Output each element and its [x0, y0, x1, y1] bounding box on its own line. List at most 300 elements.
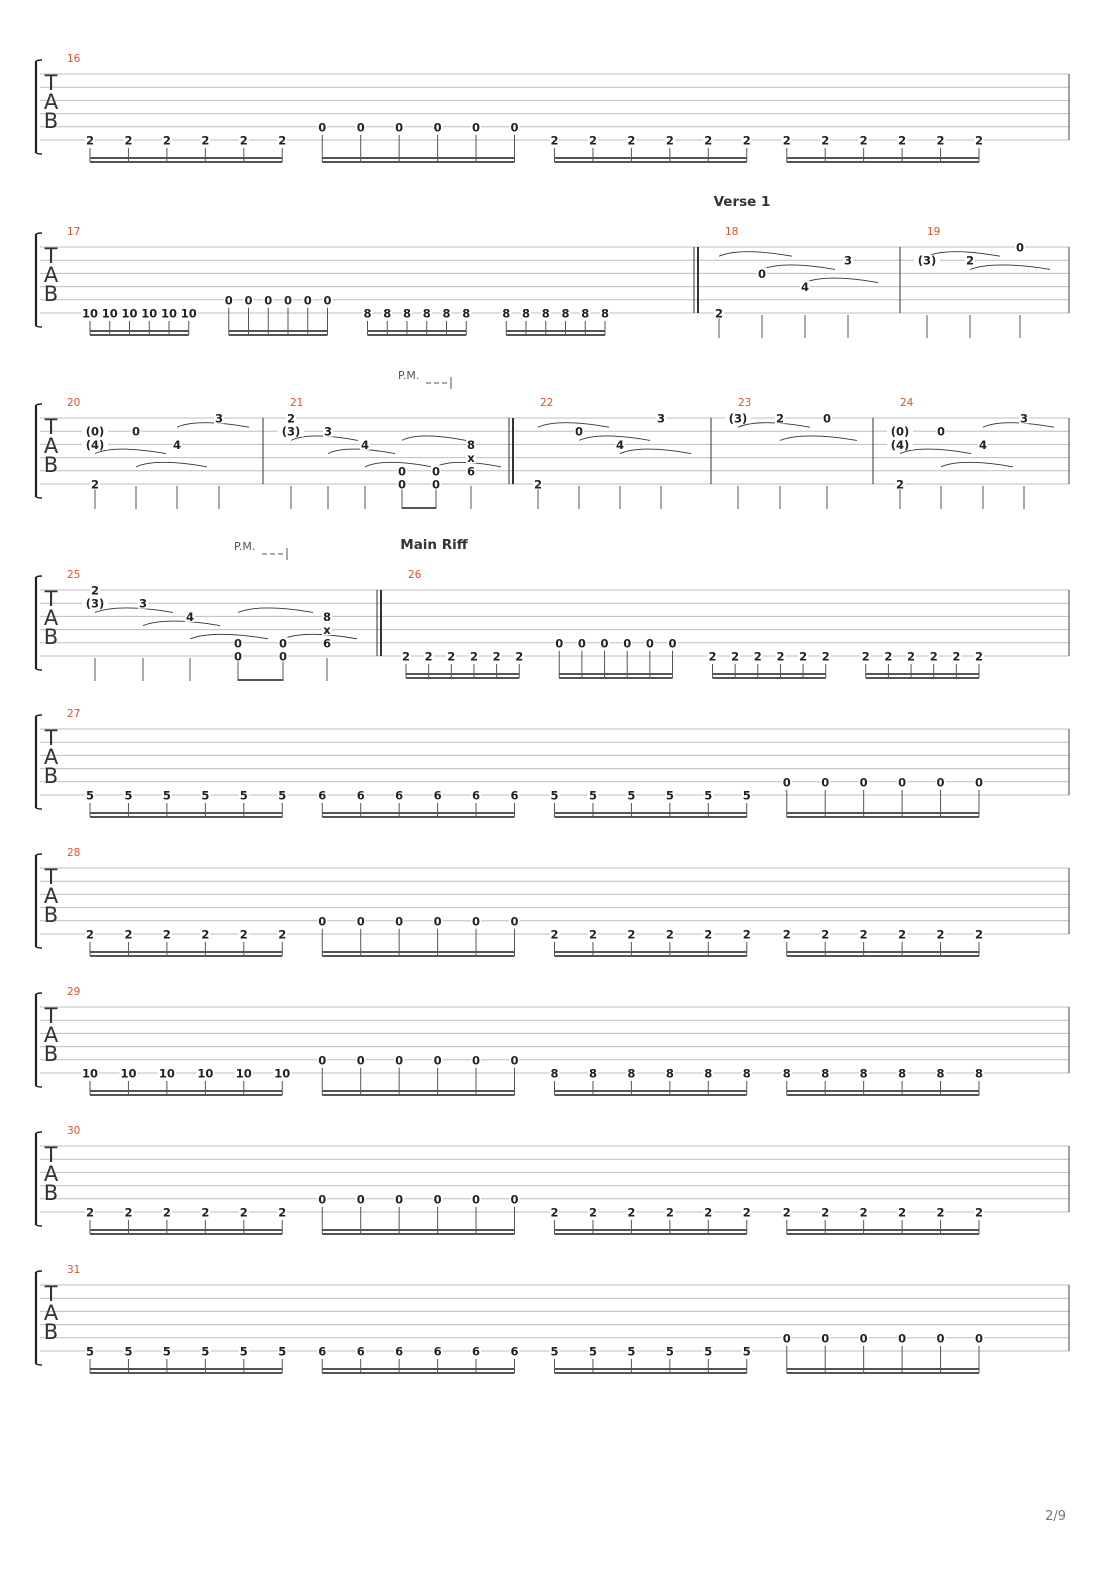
note-beam: [322, 1368, 514, 1370]
tab-clef-letter: T: [44, 1282, 58, 1306]
fret-number: 4: [615, 437, 625, 452]
fret-number: 0: [668, 636, 677, 651]
fret-number: 10: [274, 1066, 291, 1081]
fret-number: 2: [776, 649, 785, 664]
fret-number: 2: [929, 649, 938, 664]
note-beam: [506, 334, 605, 336]
note-beam: [787, 1233, 979, 1235]
note-beam: [787, 1372, 979, 1374]
measure-number: 28: [67, 847, 81, 859]
fret-number: (4): [890, 437, 910, 452]
fret-number: 2: [704, 927, 713, 942]
fret-number: 2: [859, 1205, 868, 1220]
tab-system: [36, 708, 1069, 818]
note-beam: [866, 677, 979, 679]
fret-number: 0: [395, 914, 404, 929]
fret-number: 2: [124, 1205, 133, 1220]
tab-clef-letter: B: [43, 1042, 59, 1066]
fret-number: 2: [936, 133, 945, 148]
note-beam: [555, 1094, 747, 1096]
fret-number: 5: [742, 1344, 751, 1359]
fret-number: 8: [974, 1066, 984, 1081]
fret-number: 2: [665, 1205, 674, 1220]
fret-number: 8: [541, 306, 550, 321]
tab-system: [36, 986, 1069, 1096]
fret-number: 0: [898, 1331, 907, 1346]
note-beam: [229, 330, 328, 332]
fret-number: 0: [510, 1192, 519, 1207]
tab-system: [36, 194, 1069, 338]
note-beam: [322, 816, 514, 818]
fret-number: 8: [383, 306, 392, 321]
fret-number: 2: [239, 133, 248, 148]
fret-number: 8: [627, 1066, 636, 1081]
fret-number: 0: [623, 636, 632, 651]
fret-number: 2: [492, 649, 501, 664]
fret-number: 2: [821, 133, 830, 148]
fret-number: 0: [303, 293, 312, 308]
fret-number: 2: [821, 649, 830, 664]
fret-number: 0: [356, 1053, 365, 1068]
tab-clef-letter: B: [43, 453, 59, 477]
fret-number: 5: [627, 788, 636, 803]
fret-number: 5: [588, 1344, 597, 1359]
fret-number: 10: [141, 306, 158, 321]
note-beam: [555, 1372, 747, 1374]
fret-number: 2: [799, 649, 808, 664]
fret-number: 6: [472, 788, 481, 803]
fret-number: 4: [185, 609, 195, 624]
note-beam: [555, 812, 747, 814]
fret-number: (3): [917, 253, 937, 268]
fret-number: 0: [131, 424, 141, 439]
note-beam: [787, 1090, 979, 1092]
fret-number: 2: [627, 133, 636, 148]
fret-number: 8: [550, 1066, 559, 1081]
fret-number: 2: [704, 133, 713, 148]
fret-number: 2: [742, 927, 751, 942]
fret-number: 8: [442, 306, 451, 321]
fret-number: 6: [356, 1344, 365, 1359]
fret-number: 4: [978, 437, 988, 452]
note-beam: [90, 1090, 282, 1092]
fret-number: 6: [318, 1344, 327, 1359]
tie-arc: [579, 436, 650, 441]
tab-system: [36, 847, 1069, 957]
fret-number: 6: [433, 1344, 442, 1359]
tie-arc: [983, 423, 1054, 428]
fret-number: 2: [861, 649, 870, 664]
fret-number: 2: [884, 649, 893, 664]
measure-number: 20: [67, 397, 81, 409]
tab-clef-letter: A: [43, 1162, 59, 1186]
fret-number: 2: [936, 927, 945, 942]
tab-clef-letter: A: [43, 263, 59, 287]
note-beam: [555, 1233, 747, 1235]
fret-number: 10: [120, 1066, 137, 1081]
fret-number: (3): [85, 596, 105, 611]
fret-number: 0: [318, 914, 327, 929]
fret-number: 2: [401, 649, 411, 664]
note-beam: [90, 951, 282, 953]
fret-number: 0: [472, 1053, 481, 1068]
note-beam: [555, 1229, 747, 1231]
fret-number: 0: [510, 914, 519, 929]
note-beam: [90, 1094, 282, 1096]
fret-number: 0: [472, 120, 481, 135]
tab-clef-letter: B: [43, 764, 59, 788]
tab-clef-letter: A: [43, 1023, 59, 1047]
note-beam: [559, 673, 672, 675]
fret-number: (3): [728, 411, 748, 426]
note-beam: [555, 157, 747, 159]
fret-number: 0: [233, 636, 243, 651]
fret-number: 0: [898, 775, 907, 790]
fret-number: 8: [561, 306, 570, 321]
fret-number: 8: [363, 306, 372, 321]
measure-number: 17: [67, 226, 81, 238]
fret-number: 8: [322, 609, 332, 624]
fret-number: 0: [936, 775, 945, 790]
fret-number: 3: [138, 596, 148, 611]
fret-number: 0: [397, 464, 407, 479]
tab-clef-letter: A: [43, 606, 59, 630]
measure-number: 22: [540, 397, 554, 409]
fret-number: 2: [731, 649, 740, 664]
fret-number: 0: [472, 1192, 481, 1207]
note-beam: [787, 812, 979, 814]
section-label: Verse 1: [713, 194, 771, 210]
fret-number: 10: [121, 306, 138, 321]
note-beam: [238, 679, 283, 681]
fret-number: 2: [627, 1205, 636, 1220]
fret-number: 2: [550, 927, 559, 942]
note-beam: [713, 673, 826, 675]
fret-number: 0: [356, 120, 365, 135]
note-beam: [506, 330, 605, 332]
fret-number: 8: [588, 1066, 597, 1081]
fret-number: 0: [510, 1053, 519, 1068]
tie-arc: [970, 265, 1050, 270]
note-beam: [90, 816, 282, 818]
measure-number: 31: [67, 1264, 81, 1276]
fret-number: 2: [85, 1205, 95, 1220]
note-beam: [90, 1233, 282, 1235]
fret-number: 8: [859, 1066, 868, 1081]
fret-number: 2: [124, 927, 133, 942]
note-beam: [90, 330, 189, 332]
fret-number: 6: [510, 1344, 519, 1359]
tab-clef-letter: A: [43, 434, 59, 458]
note-beam: [90, 812, 282, 814]
fret-number: 2: [201, 1205, 210, 1220]
fret-number: 0: [821, 1331, 830, 1346]
note-beam: [90, 1368, 282, 1370]
fret-number: 0: [974, 775, 984, 790]
fret-number: 5: [665, 788, 674, 803]
note-beam: [368, 330, 467, 332]
measure-number: 21: [290, 397, 304, 409]
fret-number: (4): [85, 437, 105, 452]
fret-number: x: [323, 623, 331, 638]
fret-number: 0: [395, 1053, 404, 1068]
fret-number: 2: [907, 649, 916, 664]
tab-clef-letter: B: [43, 282, 59, 306]
fret-number: 5: [704, 788, 713, 803]
note-beam: [787, 1368, 979, 1370]
tie-arc: [283, 634, 357, 639]
fret-number: 2: [665, 133, 674, 148]
tab-clef-letter: A: [43, 90, 59, 114]
fret-number: 8: [898, 1066, 907, 1081]
fret-number: 0: [318, 120, 327, 135]
fret-number: 0: [264, 293, 273, 308]
fret-number: 2: [588, 1205, 597, 1220]
tab-system: [36, 397, 1069, 509]
fret-number: 3: [323, 424, 333, 439]
fret-number: 0: [233, 649, 243, 664]
fret-number: 6: [318, 788, 327, 803]
fret-number: (0): [85, 424, 105, 439]
fret-number: 2: [782, 927, 791, 942]
fret-number: 2: [965, 253, 975, 268]
note-beam: [787, 955, 979, 957]
fret-number: 5: [704, 1344, 713, 1359]
note-beam: [322, 1233, 514, 1235]
fret-number: 2: [821, 1205, 830, 1220]
fret-number: 2: [665, 927, 674, 942]
note-beam: [406, 677, 519, 679]
tab-clef-letter: A: [43, 745, 59, 769]
fret-number: 5: [588, 788, 597, 803]
fret-number: 2: [85, 927, 95, 942]
note-beam: [90, 157, 282, 159]
fret-number: 0: [323, 293, 332, 308]
fret-number: 2: [895, 477, 905, 492]
fret-number: 2: [588, 133, 597, 148]
fret-number: 8: [742, 1066, 751, 1081]
tab-clef-letter: B: [43, 1181, 59, 1205]
measure-number: 30: [67, 1125, 81, 1137]
fret-number: 6: [433, 788, 442, 803]
tab-clef-letter: T: [44, 415, 58, 439]
fret-number: 0: [278, 649, 288, 664]
fret-number: 0: [577, 636, 586, 651]
fret-number: 2: [782, 1205, 791, 1220]
fret-number: 10: [160, 306, 178, 321]
tie-arc: [620, 449, 691, 454]
fret-number: 2: [742, 1205, 751, 1220]
tab-system: [36, 1264, 1069, 1374]
fret-number: 5: [124, 1344, 133, 1359]
fret-number: x: [467, 451, 475, 466]
fret-number: 8: [821, 1066, 830, 1081]
tab-clef-letter: T: [44, 71, 58, 95]
note-beam: [368, 334, 467, 336]
fret-number: 2: [162, 927, 171, 942]
fret-number: 10: [158, 1066, 175, 1081]
fret-number: 3: [1019, 411, 1029, 426]
fret-number: 10: [81, 1066, 99, 1081]
fret-number: 5: [239, 788, 248, 803]
measure-number: 29: [67, 986, 81, 998]
note-beam: [787, 161, 979, 163]
note-beam: [229, 334, 328, 336]
fret-number: 0: [600, 636, 609, 651]
tie-arc: [238, 608, 313, 613]
fret-number: 5: [665, 1344, 674, 1359]
fret-number: 2: [424, 649, 433, 664]
fret-number: 2: [742, 133, 751, 148]
tie-arc: [538, 423, 609, 428]
fret-number: 3: [214, 411, 224, 426]
fret-number: 5: [550, 1344, 559, 1359]
tab-clef-letter: A: [43, 1301, 59, 1325]
fret-number: 0: [936, 424, 946, 439]
fret-number: 5: [627, 1344, 636, 1359]
fret-number: 2: [162, 133, 171, 148]
fret-number: 4: [172, 437, 182, 452]
note-beam: [555, 816, 747, 818]
fret-number: 0: [757, 266, 767, 281]
fret-number: 0: [283, 293, 293, 308]
fret-number: 5: [85, 1344, 95, 1359]
note-beam: [322, 157, 514, 159]
tie-arc: [762, 265, 835, 270]
fret-number: 3: [656, 411, 666, 426]
fret-number: 2: [90, 583, 100, 598]
fret-number: 0: [1015, 240, 1025, 255]
tab-clef-letter: T: [44, 587, 58, 611]
tie-arc: [136, 462, 207, 467]
tie-arc: [719, 252, 792, 257]
fret-number: 5: [278, 1344, 287, 1359]
fret-number: 5: [742, 788, 751, 803]
measure-number: 24: [900, 397, 914, 409]
fret-number: 8: [502, 306, 511, 321]
measure-number: 23: [738, 397, 752, 409]
fret-number: 6: [356, 788, 365, 803]
note-beam: [555, 161, 747, 163]
fret-number: 2: [936, 1205, 945, 1220]
fret-number: 8: [402, 306, 412, 321]
fret-number: 0: [782, 1331, 791, 1346]
fret-number: 0: [936, 1331, 945, 1346]
fret-number: 2: [515, 649, 524, 664]
fret-number: 2: [708, 649, 717, 664]
fret-number: 0: [356, 914, 365, 929]
palm-mute-label: P.M.: [398, 369, 420, 382]
fret-number: 2: [974, 927, 984, 942]
tab-clef-letter: B: [43, 109, 59, 133]
measure-number: 19: [927, 226, 941, 238]
note-beam: [555, 1368, 747, 1370]
tab-clef-letter: T: [44, 1143, 58, 1167]
fret-number: 6: [472, 1344, 481, 1359]
note-beam: [90, 334, 189, 336]
fret-number: 0: [859, 1331, 868, 1346]
fret-number: 2: [278, 927, 287, 942]
fret-number: 5: [162, 788, 171, 803]
fret-number: 0: [782, 775, 791, 790]
note-beam: [787, 1094, 979, 1096]
fret-number: 5: [201, 788, 210, 803]
note-beam: [787, 157, 979, 159]
fret-number: 5: [201, 1344, 210, 1359]
page-number: 2/9: [1045, 1509, 1066, 1524]
fret-number: 2: [775, 411, 785, 426]
fret-number: 8: [462, 306, 471, 321]
fret-number: 6: [322, 636, 332, 651]
fret-number: 2: [714, 306, 724, 321]
fret-number: 8: [600, 306, 610, 321]
fret-number: 0: [974, 1331, 984, 1346]
fret-number: 2: [898, 133, 907, 148]
tie-arc: [780, 436, 857, 441]
measure-number: 16: [67, 53, 81, 65]
fret-number: 10: [235, 1066, 252, 1081]
fret-number: 2: [859, 133, 868, 148]
note-beam: [90, 1372, 282, 1374]
note-beam: [90, 1229, 282, 1231]
fret-number: 5: [550, 788, 559, 803]
fret-number: 8: [422, 306, 431, 321]
fret-number: 5: [124, 788, 133, 803]
fret-number: 0: [433, 1053, 442, 1068]
tab-clef-letter: B: [43, 903, 59, 927]
note-beam: [787, 951, 979, 953]
note-beam: [322, 1090, 514, 1092]
fret-number: 2: [447, 649, 456, 664]
fret-number: 0: [645, 636, 654, 651]
fret-number: 0: [224, 293, 233, 308]
tie-arc: [143, 621, 220, 626]
note-beam: [322, 951, 514, 953]
fret-number: 0: [574, 424, 584, 439]
note-beam: [322, 1372, 514, 1374]
fret-number: 2: [859, 927, 868, 942]
fret-number: 2: [239, 927, 248, 942]
fret-number: 0: [859, 775, 868, 790]
fret-number: 0: [395, 1192, 404, 1207]
fret-number: 2: [124, 133, 133, 148]
note-beam: [555, 951, 747, 953]
fret-number: 8: [466, 437, 476, 452]
note-beam: [90, 161, 282, 163]
tie-arc: [177, 423, 249, 428]
tab-clef-letter: B: [43, 1320, 59, 1344]
fret-number: 10: [81, 306, 99, 321]
fret-number: 4: [360, 437, 370, 452]
note-beam: [322, 1229, 514, 1231]
fret-number: 2: [469, 649, 478, 664]
fret-number: 2: [704, 1205, 713, 1220]
fret-number: 2: [952, 649, 961, 664]
fret-number: 0: [433, 120, 442, 135]
fret-number: 8: [521, 306, 531, 321]
fret-number: 2: [627, 927, 636, 942]
fret-number: 0: [431, 477, 441, 492]
fret-number: (3): [281, 424, 301, 439]
fret-number: 2: [201, 927, 210, 942]
fret-number: 10: [101, 306, 118, 321]
fret-number: 2: [162, 1205, 171, 1220]
fret-number: 8: [581, 306, 590, 321]
fret-number: 2: [90, 477, 100, 492]
note-beam: [322, 955, 514, 957]
tab-clef-letter: A: [43, 884, 59, 908]
fret-number: 2: [588, 927, 597, 942]
